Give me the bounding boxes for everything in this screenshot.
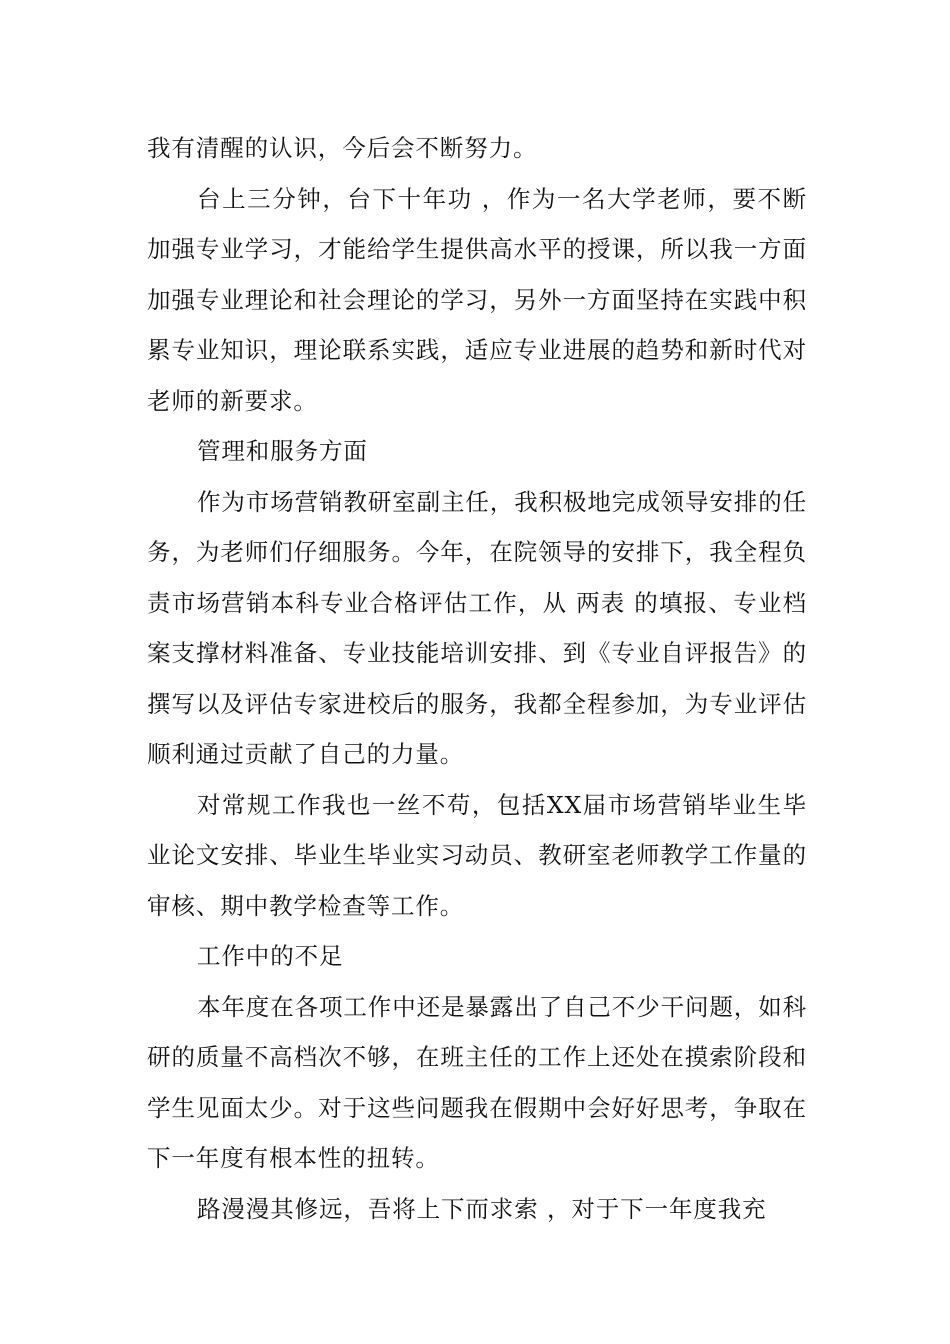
paragraph-2: 台上三分钟，台下十年功 ，作为一名大学老师，要不断加强专业学习，才能给学生提供高水平的授课，所以我一方面加强专业理论和社会理论的学习，另外一方面坚持在实践中积累专业知识，理论联系实践，适应专业进展的趋势和新时代对老师的新要求。 [147,184,807,415]
section-heading-management: 管理和服务方面 [197,437,368,465]
paragraph-6: 路漫漫其修远，吾将上下而求索 ，对于下一年度我充 [197,1194,767,1223]
paragraph-5: 本年度在各项工作中还是暴露出了自己不少干问题，如科研的质量不高档次不够，在班主任的工作上还处在摸索阶段和学生见面太少。对于这些问题我在假期中会好好思考，争取在下一年度有根本性的扭转。 [147,992,807,1172]
paragraph-4: 对常规工作我也一丝不苟，包括XX届市场营销毕业生毕业论文安排、毕业生毕业实习动员、教研室老师教学工作量的审核、期中教学检查等工作。 [147,790,807,920]
document-body [147,123,807,1234]
paragraph-1: 我有清醒的认识，今后会不断努力。 [147,134,538,162]
paragraph-3: 作为市场营销教研室副主任，我积极地完成领导安排的任务，为老师们仔细服务。今年，在院领导的安排下，我全程负责市场营销本科专业合格评估工作，从 两表 的填报、专业档案支撑材料准备、专业技能培训安排、到《专业自评报告》的撰写以及评估专家进校后的服务，我都全程参加，为专业评估顺利通过贡献了自己的力量。 [147,487,807,768]
section-heading-shortcomings: 工作中的不足 [197,942,344,970]
